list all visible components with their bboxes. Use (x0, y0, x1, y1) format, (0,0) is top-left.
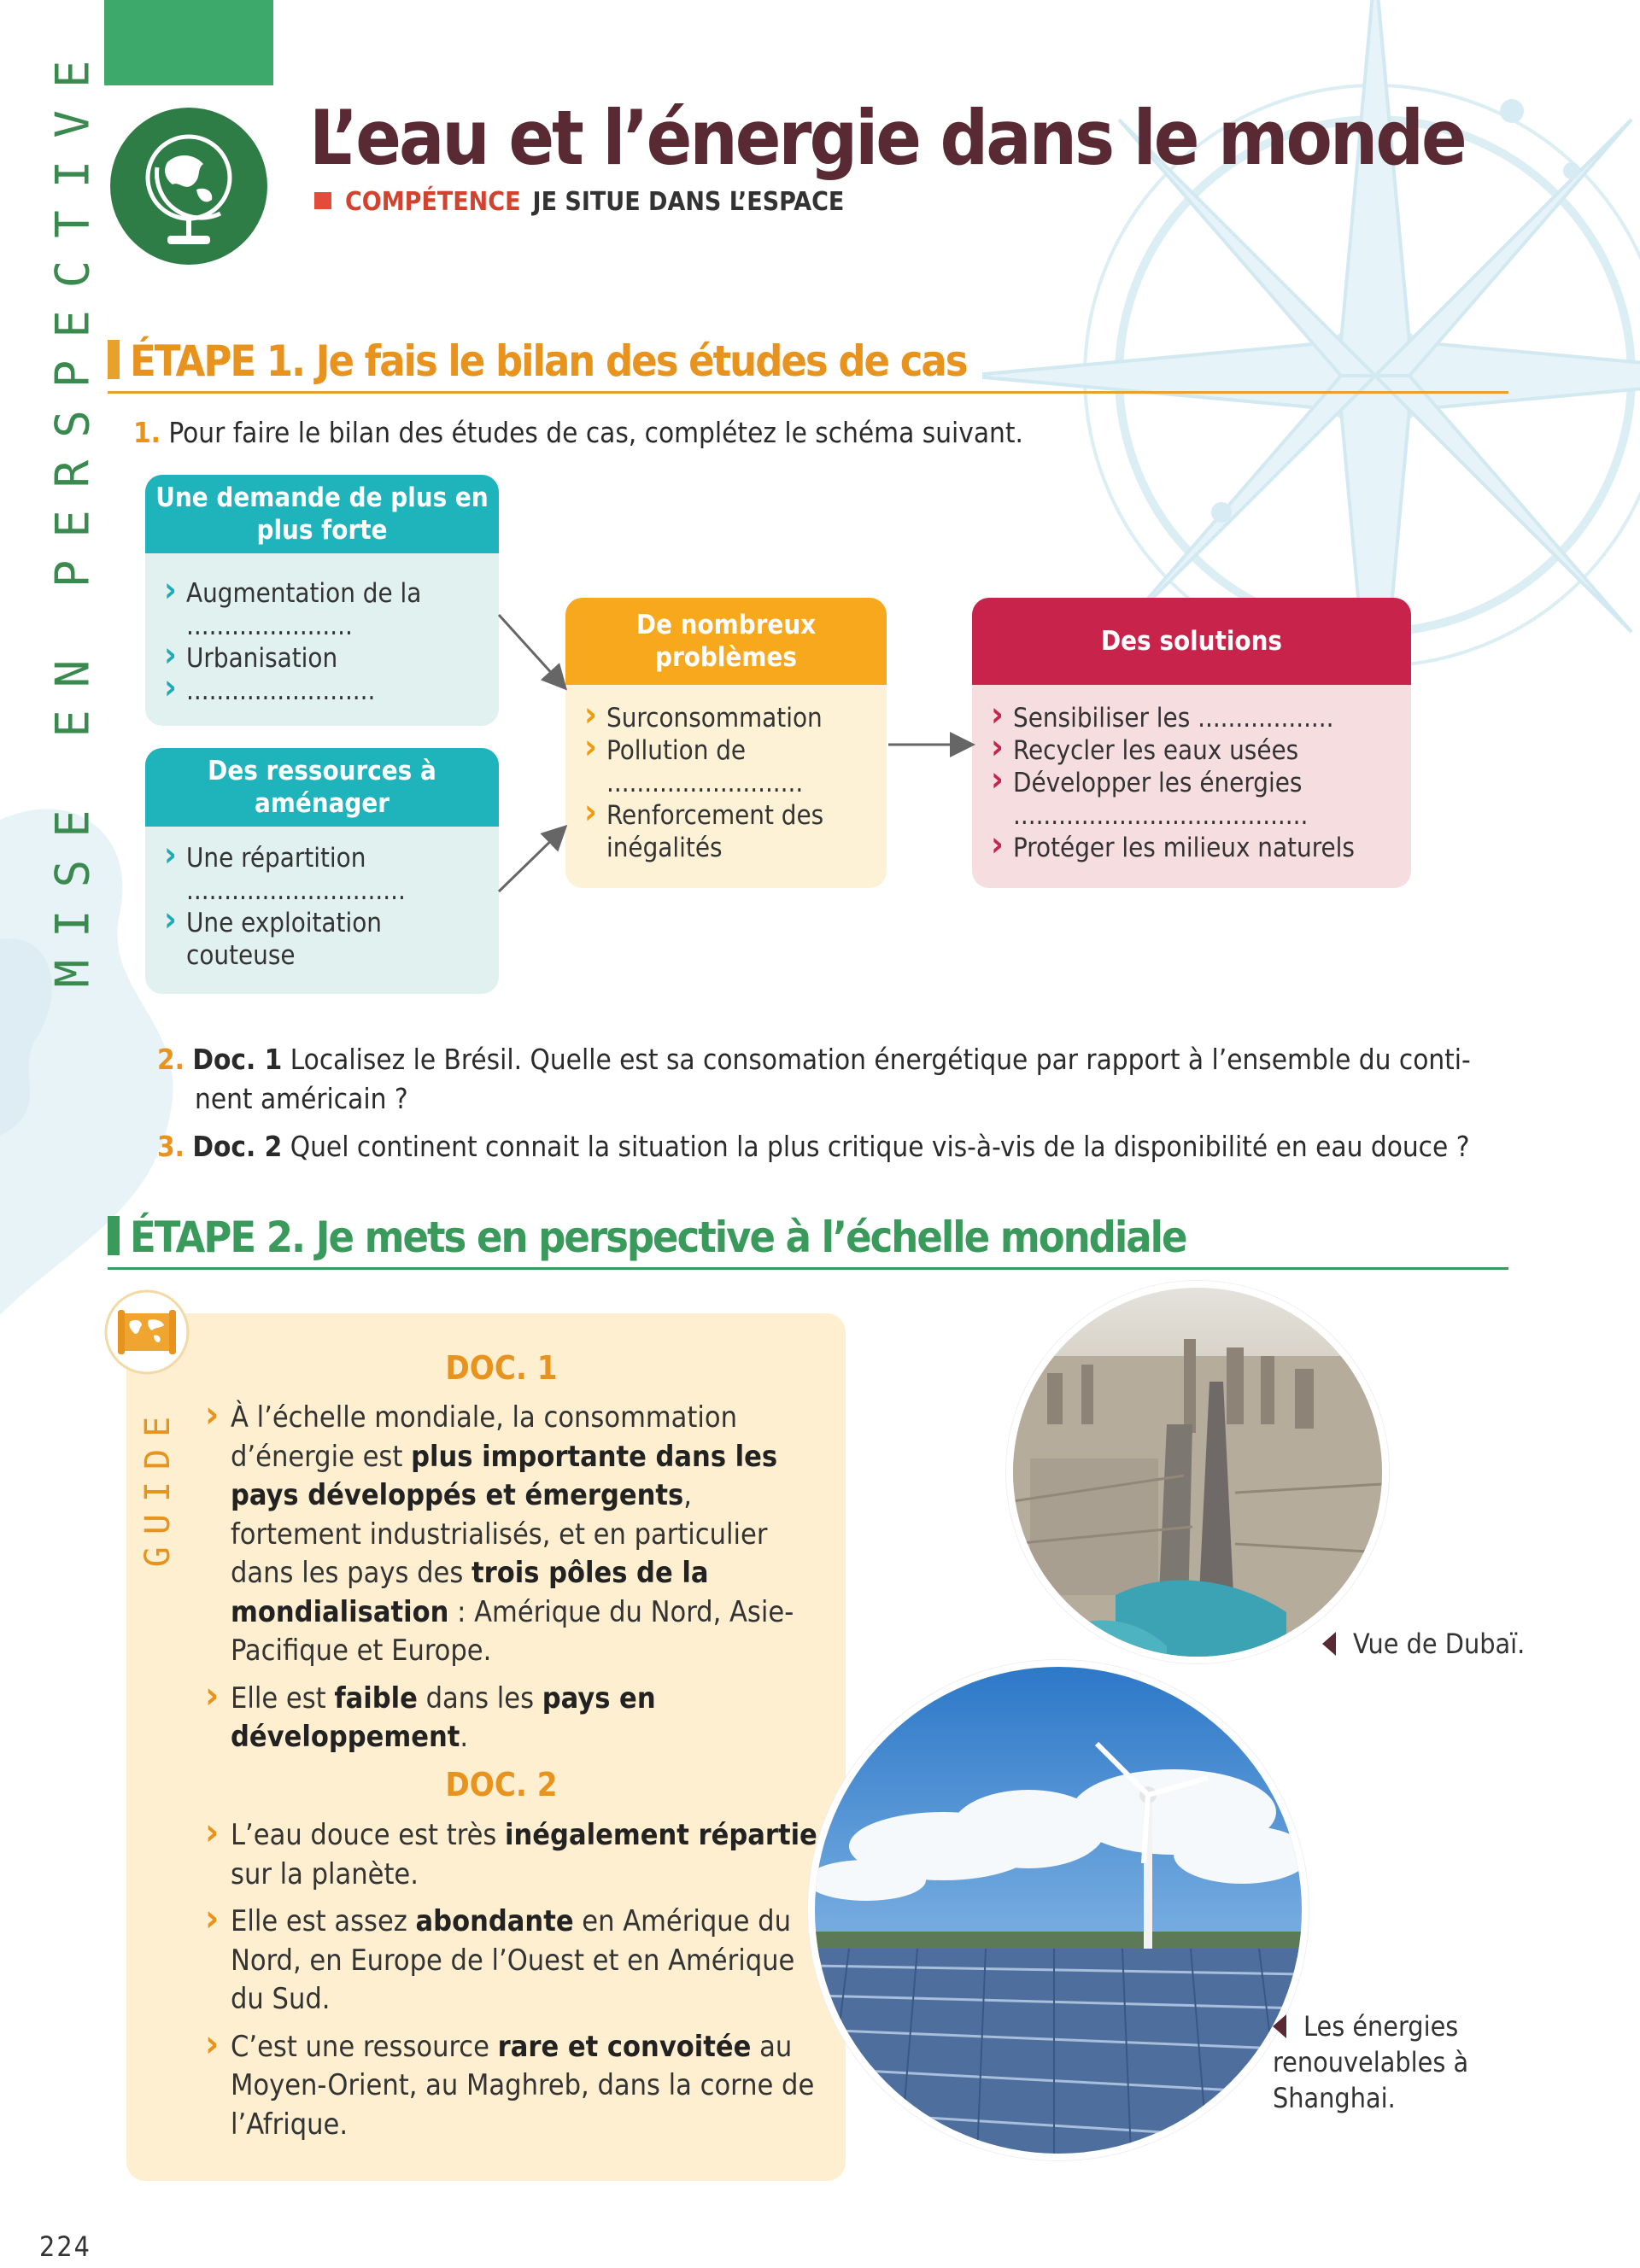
schema-box-solutions (972, 598, 1411, 888)
schema-box-resources-title: Des ressources à aménager (145, 748, 499, 827)
schema-item: › Augmentation de la ...................... (164, 577, 482, 642)
caption-arrow-icon (1322, 1632, 1336, 1656)
caption-arrow-icon (1273, 2014, 1286, 2038)
schema-box-solutions-title: Des solutions (972, 598, 1411, 685)
question-1-text: Pour faire le bilan des études de cas, complétez le schéma suivant. (168, 416, 1023, 449)
photo-shanghai (808, 1660, 1309, 2160)
schema-item: › Protéger les milieux naturels (991, 832, 1394, 864)
competence-value: JE SITUE DANS L’ESPACE (532, 187, 845, 217)
schema-item: › Développer les énergies ....................................... (991, 767, 1394, 832)
schema-item: › Urbanisation (164, 642, 482, 675)
dubai-city-image (1013, 1288, 1382, 1657)
question-3-doc: Doc. 2 (192, 1130, 283, 1163)
question-2-doc: Doc. 1 (192, 1043, 283, 1076)
step1-marker (108, 340, 120, 379)
question-2-text-cont: nent américain ? (195, 1082, 408, 1115)
schema-item: › Une répartition ............................. (164, 842, 482, 907)
list-item: › Elle est assez abondante en Amérique du Nord, en Europe de l’Ouest et en Amérique du Sud. (205, 1903, 820, 2020)
step2-marker (108, 1216, 120, 1255)
schema-box-resources-body (145, 827, 499, 994)
schema-item: › Une exploitation couteuse (164, 907, 482, 972)
guide-label (128, 1400, 188, 1571)
schema-box-demand-body (145, 553, 499, 726)
question-3-text: Quel continent connait la situation la plus critique vis-à-vis de la disponibilité en eau douce ? (290, 1130, 1470, 1163)
step1-heading-text: ÉTAPE 1. Je fais le bilan des études de cas (130, 336, 967, 386)
arrow-resources-to-problems (499, 828, 564, 891)
question-1-number: 1. (133, 416, 161, 449)
question-3-number: 3. (157, 1130, 184, 1163)
schema-item: › Surconsommation (584, 702, 870, 734)
question-2-text: Localisez le Brésil. Quelle est sa consomation énergétique par rapport à l’ensemble du conti- (290, 1043, 1471, 1076)
list-item: › C’est une ressource rare et convoitée au Moyen-Orient, au Maghreb, dans la corne de l’Afrique. (205, 2028, 820, 2145)
caption-shanghai: Les énergies renouvelables à Shanghai. (1273, 2010, 1469, 2114)
competence-line (314, 187, 844, 217)
schema-box-problems (565, 598, 887, 888)
schema-box-demand (145, 475, 499, 726)
question-2-number: 2. (157, 1043, 184, 1076)
step2-heading (108, 1204, 1508, 1270)
guide-label-text: GUIDE (138, 1404, 179, 1568)
schema-item: › ......................... (164, 675, 482, 707)
competence-bullet (314, 192, 331, 209)
schema-item: › Pollution de .......................... (584, 734, 870, 799)
doc2-title: DOC. 2 (445, 1766, 558, 1803)
step2-heading-text: ÉTAPE 2. Je mets en perspective à l’échelle mondiale (130, 1213, 1186, 1262)
question-3 (157, 1127, 1524, 1166)
schema-item: › Recycler les eaux usées (991, 734, 1394, 767)
question-2 (157, 1040, 1507, 1119)
doc1-title: DOC. 1 (445, 1349, 558, 1387)
schema-box-problems-body (565, 685, 887, 888)
globe-icon (101, 85, 277, 278)
caption-dubai: Vue de Dubaï. (1322, 1626, 1525, 1662)
doc2-list (205, 1816, 820, 2153)
photo-dubai (1006, 1281, 1389, 1663)
world-map-icon (104, 1289, 190, 1375)
doc1-list (205, 1399, 820, 1766)
page-title: L’eau et l’énergie dans le monde (309, 94, 1465, 182)
schema-box-solutions-body (972, 685, 1411, 888)
schema-box-demand-title: Une demande de plus en plus forte (145, 475, 499, 553)
schema-box-problems-title: De nombreux problèmes (565, 598, 887, 685)
competence-label: COMPÉTENCE (345, 187, 521, 217)
shanghai-solar-image (815, 1667, 1302, 2154)
list-item: › L’eau douce est très inégalement répartie sur la planète. (205, 1816, 820, 1894)
arrow-demand-to-problems (499, 615, 564, 687)
question-1 (133, 413, 1023, 453)
schema-item: › Sensibiliser les .................. (991, 702, 1394, 734)
list-item: › À l’échelle mondiale, la consommation d’énergie est plus importante dans les pays développés et émergents, fortement industrialisés, et en particulier dans les pays des trois pôles de la mondialisation : Amérique du Nord, Asie-Pacifique et Europe. (205, 1399, 820, 1671)
step1-heading (108, 328, 1508, 394)
page-number: 224 (39, 2230, 91, 2263)
list-item: › Elle est faible dans les pays en développement. (205, 1680, 820, 1757)
schema-item: › Renforcement des inégalités (584, 799, 870, 864)
section-label-text: MISE EN PERSPECTIVE (45, 38, 100, 987)
schema-box-resources (145, 748, 499, 994)
